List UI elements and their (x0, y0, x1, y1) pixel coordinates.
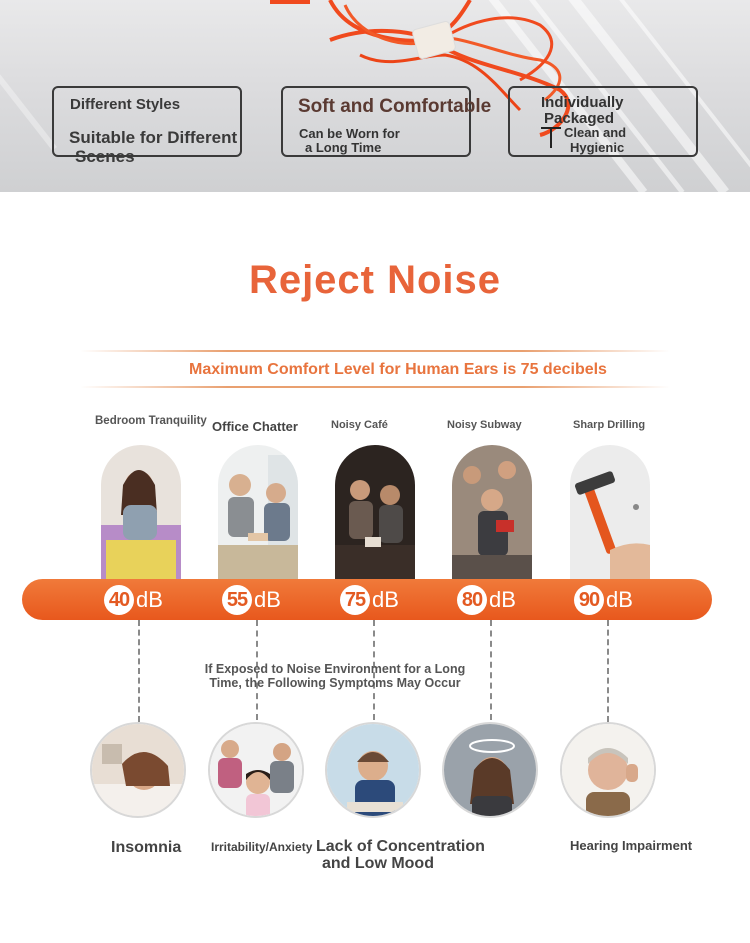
feature-title: Individually (541, 94, 624, 111)
hearing-impairment-photo (560, 722, 656, 818)
decibel-marker (104, 585, 163, 615)
decibel-unit: dB (606, 587, 633, 612)
decibel-marker (340, 585, 399, 615)
feature-text: Suitable for Different (69, 128, 238, 147)
scene-label: Noisy Subway (447, 419, 522, 431)
cafe-photo (335, 445, 415, 580)
scene-label: Noisy Café (331, 419, 388, 431)
divider (80, 386, 670, 388)
drilling-photo (570, 445, 650, 580)
warning-line: Time, the Following Symptoms May Occur (209, 676, 461, 690)
plus-icon (538, 118, 564, 150)
subtitle: Maximum Comfort Level for Human Ears is 75 decibels (189, 361, 607, 378)
symptom-label: Lack of Concentration (316, 838, 485, 855)
decibel-value: 75 (340, 585, 370, 615)
feature-text: Scenes (75, 147, 135, 166)
divider (80, 350, 670, 352)
office-photo (218, 445, 298, 580)
decibel-unit: dB (372, 587, 399, 612)
decibel-value: 80 (457, 585, 487, 615)
subway-photo (452, 445, 532, 580)
product-banner (0, 0, 750, 192)
bedroom-photo (101, 445, 181, 580)
symptom-label: and Low Mood (322, 855, 434, 872)
connector-line (138, 620, 140, 722)
low-mood-photo (442, 722, 538, 818)
feature-title: Soft and Comfortable (298, 96, 492, 117)
warning-line: If Exposed to Noise Environment for a Long (204, 662, 466, 676)
warning-text (165, 662, 505, 690)
decibel-value: 40 (104, 585, 134, 615)
feature-text: Hygienic (570, 140, 625, 155)
decibel-marker (457, 585, 516, 615)
scene-label: Office Chatter (212, 419, 298, 434)
decibel-unit: dB (136, 587, 163, 612)
decibel-unit: dB (489, 587, 516, 612)
irritability-photo (208, 722, 304, 818)
feature-text: Can be Worn for (299, 126, 400, 141)
decibel-value: 90 (574, 585, 604, 615)
symptom-label: Insomnia (111, 839, 182, 856)
decibel-marker (574, 585, 633, 615)
scene-label: Bedroom Tranquility (95, 415, 207, 427)
feature-title: Different Styles (70, 96, 181, 113)
connector-line (607, 620, 609, 722)
decibel-value: 55 (222, 585, 252, 615)
feature-text: a Long Time (305, 140, 382, 155)
feature-title: Packaged (544, 110, 615, 127)
insomnia-photo (90, 722, 186, 818)
feature-text: Clean and (564, 125, 627, 140)
page-title: Reject Noise (248, 258, 502, 302)
symptom-label: Irritability/Anxiety (211, 840, 313, 854)
scene-label: Sharp Drilling (573, 419, 646, 431)
decibel-marker (222, 585, 281, 615)
concentration-photo (325, 722, 421, 818)
symptom-label: Hearing Impairment (570, 838, 693, 853)
decibel-unit: dB (254, 587, 281, 612)
